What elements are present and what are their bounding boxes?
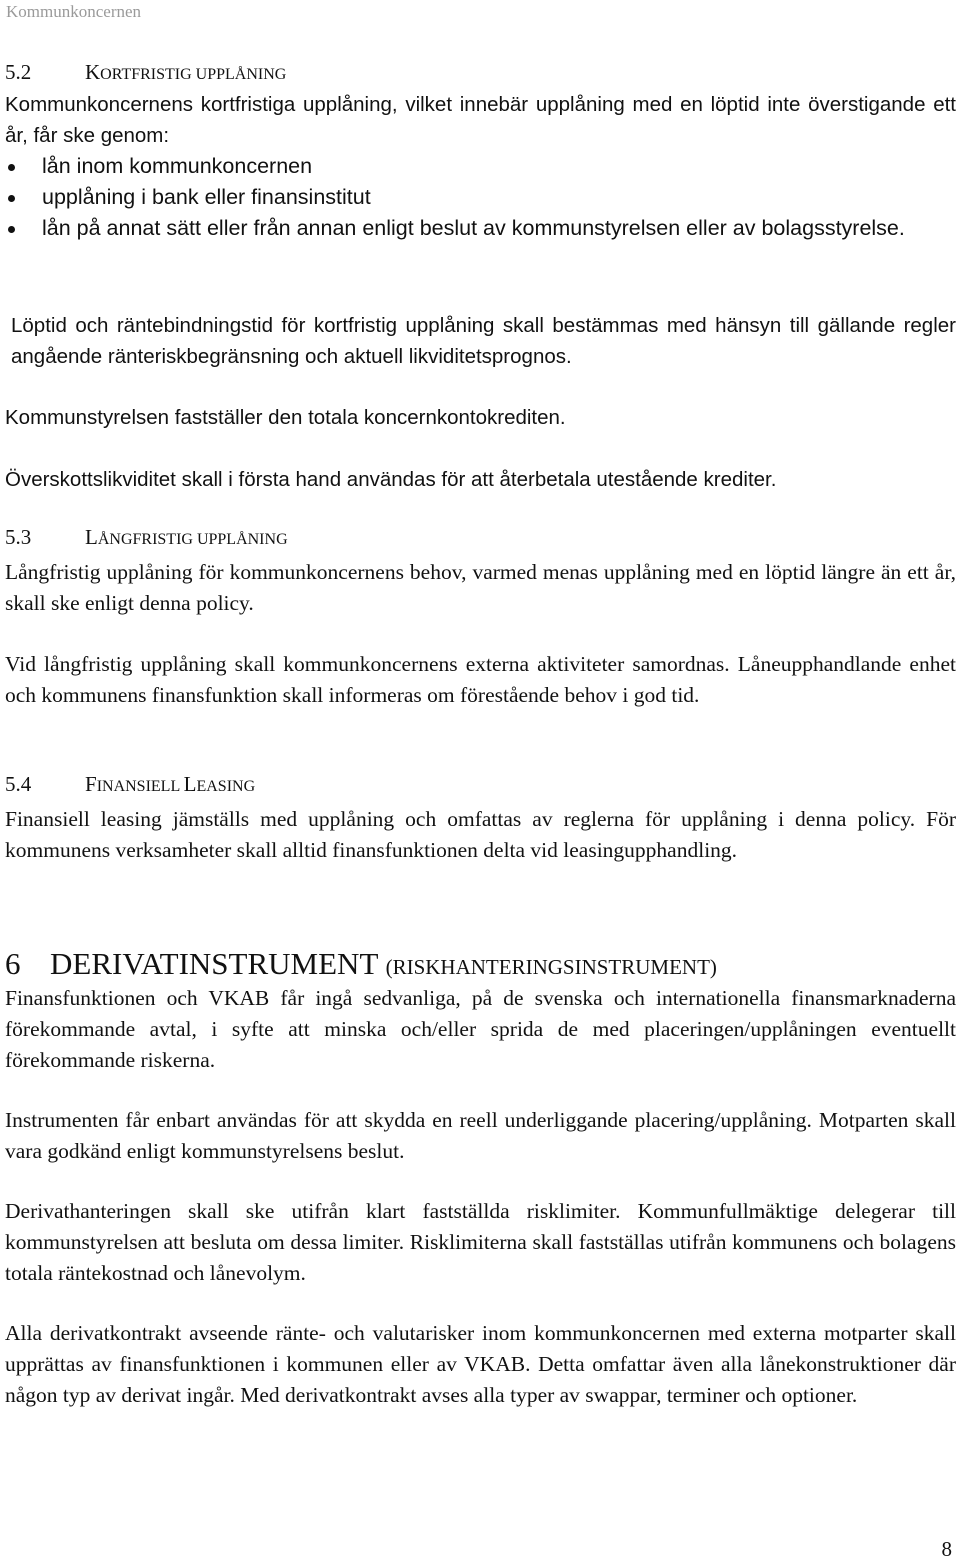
heading-6 <box>5 946 956 985</box>
bullet-icon <box>8 226 15 233</box>
heading-number: 5.2 <box>5 60 32 84</box>
section-6-paragraph: Finansfunktionen och VKAB får ingå sedvanliga, på de svenska och internationella finansmarknaderna förekommande avtal, i syfte att minska och/eller sprida de med placeringen/upplåningen eventuellt förekommande riskerna. <box>5 986 956 1072</box>
section-5-2-paragraph: Kommunstyrelsen fastställer den totala koncernkontokrediten. <box>5 406 566 429</box>
section-5-2-intro: Kommunkoncernens kortfristiga upplåning, vilket innebär upplåning med en löptid inte överstigande ett år, får ske genom: <box>5 93 956 147</box>
section-6-paragraph: Alla derivatkontrakt avseende ränte- och valutarisker inom kommunkoncernen med externa motparter skall upprättas av finansfunktionen i kommunen eller av VKAB. Detta omfattar även alla lånekonstruktioner där någon typ av derivat ingår. Med derivatkontrakt avses alla typer av swappar, terminer och optioner. <box>5 1321 956 1407</box>
heading-5-4 <box>5 770 956 801</box>
section-5-2-bullet-list <box>5 151 956 244</box>
list-item: lån inom kommunkoncernen <box>5 151 956 182</box>
section-6-paragraph: Derivathanteringen skall ske utifrån klart fastställda risklimiter. Kommunfullmäktige delegerar till kommunstyrelsen att besluta om dessa limiter. Risklimiterna skall fastställas utifrån kommunens och bolagens totala räntekostnad och lånevolym. <box>5 1199 956 1285</box>
heading-5-3 <box>5 523 956 554</box>
bullet-icon <box>8 164 15 171</box>
section-5-3-paragraph: Långfristig upplåning för kommunkoncernens behov, varmed menas upplåning med en löptid längre än ett år, skall ske enligt denna policy. <box>5 560 956 615</box>
list-item: lån på annat sätt eller från annan enligt beslut av kommunstyrelsen eller av bolagsstyrelse. <box>5 213 956 244</box>
page-number: 8 <box>941 1537 952 1561</box>
bullet-icon <box>8 195 15 202</box>
heading-number: 5.4 <box>5 772 32 796</box>
section-5-4-paragraph: Finansiell leasing jämställs med upplåning och omfattas av reglerna för upplåning i denna policy. För kommunens verksamheter skall alltid finansfunktionen delta vid leasingupphandling. <box>5 807 956 862</box>
heading-title: LÅNGFRISTIG UPPLÅNING <box>85 525 288 549</box>
section-5-3-paragraph: Vid långfristig upplåning skall kommunkoncernens externa aktiviteter samordnas. Låneupphandlande enhet och kommunens finansfunktion skall informeras om förestående behov i god tid. <box>5 652 956 707</box>
heading-title: KORTFRISTIG UPPLÅNING <box>85 60 287 84</box>
heading-title: DERIVATINSTRUMENT <box>50 946 378 981</box>
heading-5-2 <box>5 58 956 89</box>
heading-number: 6 <box>5 946 21 981</box>
section-5-2-paragraph: Överskottslikviditet skall i första hand användas för att återbetala utestående krediter. <box>5 468 777 491</box>
heading-number: 5.3 <box>5 525 32 549</box>
list-item: upplåning i bank eller finansinstitut <box>5 182 956 213</box>
section-6-paragraph: Instrumenten får enbart användas för att skydda en reell underliggande placering/upplåning. Motparten skall vara godkänd enligt kommunstyrelsens beslut. <box>5 1108 956 1163</box>
heading-title: FINANSIELL LEASING <box>85 772 256 796</box>
heading-subtitle: (RISKHANTERINGSINSTRUMENT) <box>385 955 717 979</box>
section-5-2-paragraph: Löptid och räntebindningstid för kortfristig upplåning skall bestämmas med hänsyn till gällande regler angående ränteriskbegränsning och aktuell likviditetsprognos. <box>11 314 956 368</box>
running-header: Kommunkoncernen <box>6 2 142 21</box>
